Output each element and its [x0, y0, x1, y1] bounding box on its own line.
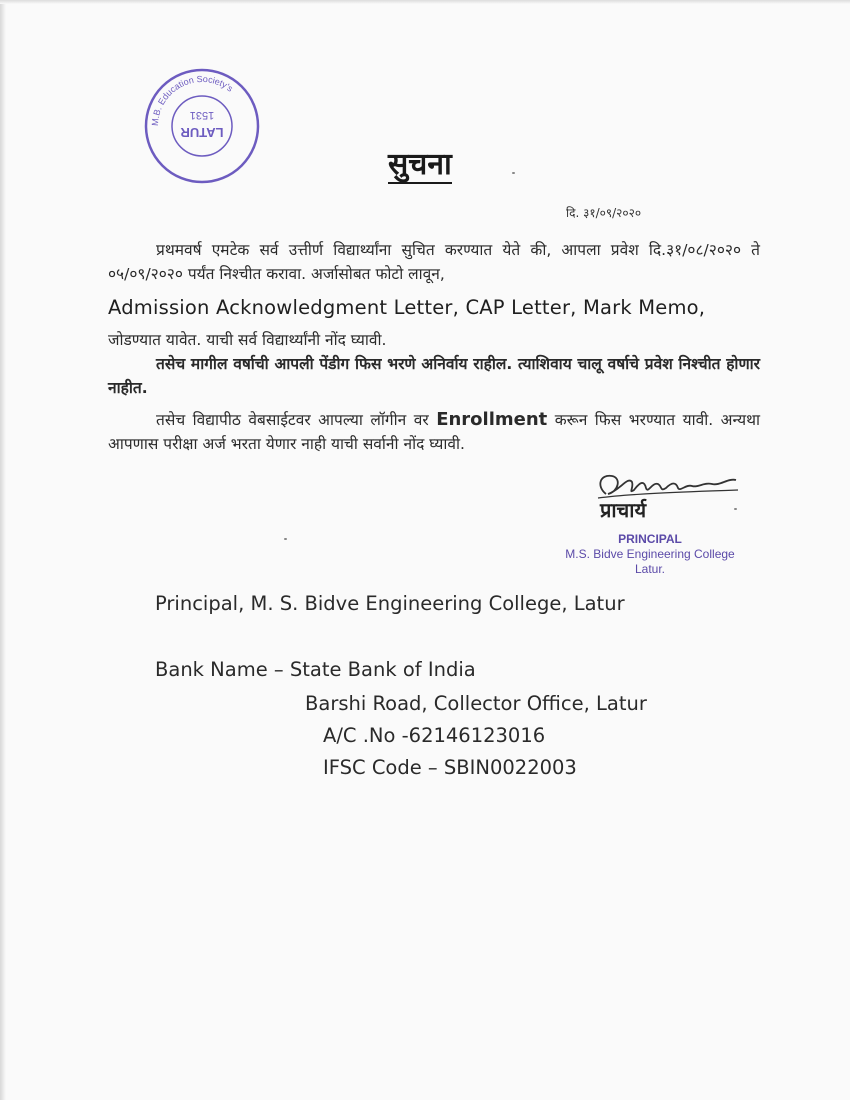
scan-edge-top [0, 0, 850, 4]
seal-center-line2: 1531 [189, 109, 215, 121]
account-number: A/C .No -62146123016 [323, 724, 546, 747]
enrollment-keyword: Enrollment [436, 409, 548, 430]
principal-stamp [540, 532, 760, 577]
stamp-line-3: Latur. [634, 562, 666, 576]
notice-paragraph-3 [108, 408, 760, 456]
scan-speck [734, 508, 737, 510]
documents-list-line: Admission Acknowledgment Letter, CAP Letter, Mark Memo, [108, 296, 706, 319]
paragraph-3-text-after: करून फिस भरण्यात यावी. अन्यथा आपणास परीक्षा अर्ज भरता येणार नाही याची सर्वानी नोंद घ्यावी. [108, 411, 760, 453]
notice-paragraph-2 [108, 352, 760, 400]
notice-title: सुचना [388, 147, 452, 182]
principal-designation: प्राचार्य [600, 498, 647, 522]
scan-edge-left [0, 0, 6, 1100]
notice-paragraph-1 [108, 238, 760, 286]
payee-line: Principal, M. S. Bidve Engineering College, Latur [155, 592, 625, 615]
ifsc-code: IFSC Code – SBIN0022003 [323, 756, 577, 779]
seal-ring-text: M.B. Education Society's [149, 73, 235, 127]
scan-speck [512, 172, 515, 174]
bank-name: Bank Name – State Bank of India [155, 658, 476, 681]
bank-branch: Barshi Road, Collector Office, Latur [305, 692, 647, 715]
stamp-line-1: PRINCIPAL [618, 532, 682, 546]
stamp-line-2: M.S. Bidve Engineering College [565, 547, 735, 561]
college-seal [142, 66, 262, 186]
paragraph-3-text-before: तसेच विद्यापीठ वेबसाईटवर आपल्या लॉगीन वर [156, 411, 437, 429]
notice-date: दि. ३१/०९/२०२० [566, 206, 642, 220]
notice-paragraph-1-end: जोडण्यात यावेत. याची सर्व विद्यार्थ्यांनी नोंद घ्यावी. [108, 331, 387, 349]
scan-speck [284, 538, 287, 540]
seal-center-line1: LATUR [180, 125, 224, 140]
paragraph-1-text: प्रथमवर्ष एमटेक सर्व उत्तीर्ण विद्यार्थ्यांना सुचित करण्यात येते की, आपला प्रवेश दि.३१/०८/२०२० ते ०५/०९/२०२० पर्यंत निश्चीत करावा. अर्जासोबत फोटो लावून, [108, 241, 760, 283]
paragraph-2-text: तसेच मागील वर्षाची आपली पेंडीग फिस भरणे अनिर्वाय राहील. त्याशिवाय चालू वर्षाचे प्रवेश निश्चीत होणार नाहीत. [108, 355, 760, 397]
